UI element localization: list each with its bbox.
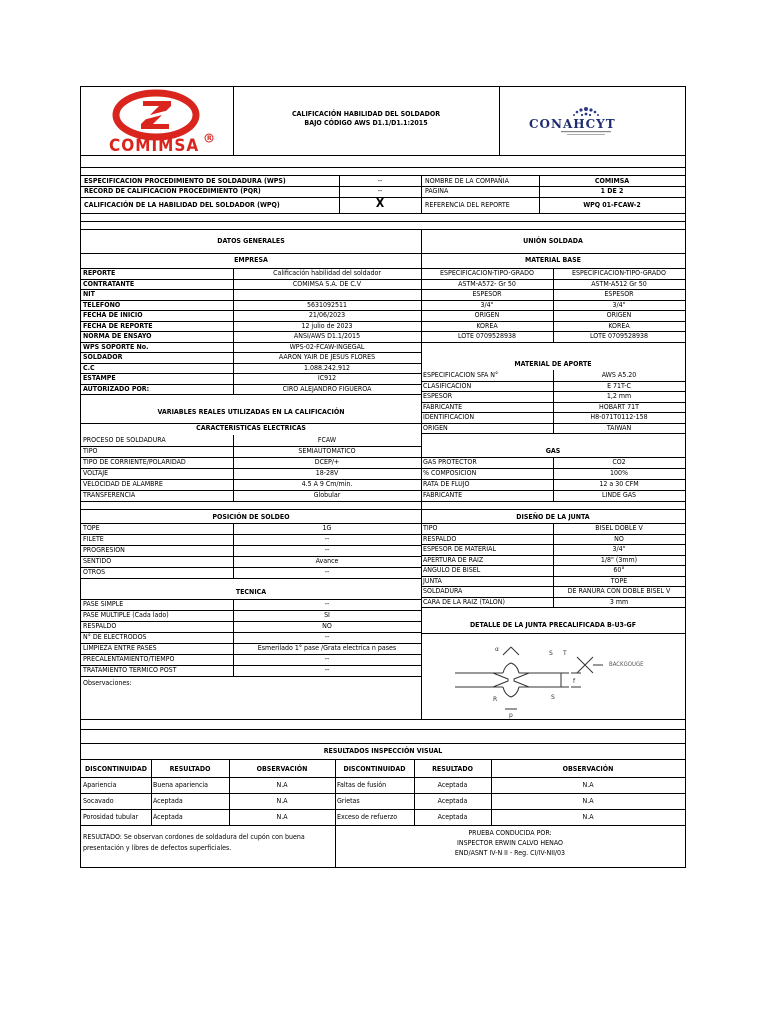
results-cell: N.A bbox=[582, 813, 594, 821]
material-base-cell: ORIGEN bbox=[606, 311, 632, 319]
material-base-cell: KOREA bbox=[608, 321, 630, 330]
diseno-row-value: 3 mm bbox=[609, 597, 629, 606]
tecnica-row-label: RESPALDO bbox=[83, 622, 117, 630]
gas-row-label: RATA DE FLUJO bbox=[423, 480, 470, 488]
tecnica-row-value: -- bbox=[324, 600, 330, 608]
empresa-row-label: CONTRATANTE bbox=[83, 279, 135, 288]
material-base-cell: LOTE 0709528938 bbox=[457, 332, 517, 340]
empresa-row-value: 12 julio de 2023 bbox=[301, 321, 353, 330]
posicion-row-value: Avance bbox=[315, 557, 339, 565]
brand-name: COMIMSA bbox=[109, 136, 200, 156]
aporte-row-label: IDENTIFICACIÓN bbox=[423, 413, 475, 421]
gas-heading: GAS bbox=[545, 447, 561, 455]
welder-qualification-form bbox=[80, 86, 686, 868]
posicion-row-value: 1G bbox=[322, 524, 332, 532]
posicion-row-label: PROGRESION bbox=[83, 546, 125, 554]
results-cell: Aceptada bbox=[437, 781, 468, 789]
empresa-row-label: FECHA DE INICIO bbox=[83, 311, 143, 319]
diseno-heading: DISEÑO DE LA JUNTA bbox=[516, 513, 590, 521]
tecnica-row-value: NO bbox=[322, 622, 332, 630]
material-base-cell: ASTM-A572- Gr 50 bbox=[458, 279, 516, 288]
results-cell: Aceptada bbox=[153, 797, 183, 805]
diseno-row-label: RESPALDO bbox=[423, 534, 457, 543]
diseno-row-value: TOPE bbox=[610, 576, 628, 585]
page-value: 1 DE 2 bbox=[600, 187, 624, 195]
backgouge-label: BACKGOUGE bbox=[609, 661, 644, 668]
material-base-cell: KOREA bbox=[476, 321, 498, 330]
svg-text:S: S bbox=[549, 650, 553, 657]
svg-text:S: S bbox=[551, 694, 555, 701]
svg-text:f: f bbox=[573, 678, 576, 685]
posicion-row-value: -- bbox=[324, 535, 330, 543]
results-cell: Aceptada bbox=[153, 813, 183, 821]
results-cell: Grietas bbox=[337, 797, 360, 805]
posicion-row-label: TOPE bbox=[83, 524, 100, 532]
page-label: PAGINA bbox=[425, 187, 449, 195]
tecnica-row-value: SI bbox=[324, 611, 330, 619]
diseno-row-label: JUNTA bbox=[423, 576, 442, 585]
results-header: OBSERVACIÓN bbox=[256, 765, 308, 773]
posicion-row-label: SENTIDO bbox=[83, 557, 112, 565]
tecnica-row-label: N° DE ELECTRODOS bbox=[83, 633, 147, 641]
empresa-row-label: REPORTE bbox=[83, 269, 116, 277]
aporte-row-value: 1,2 mm bbox=[606, 392, 632, 400]
electrica-row-label: VELOCIDAD DE ALAMBRE bbox=[83, 480, 163, 488]
aporte-row-value: AWS A5.20 bbox=[601, 371, 637, 379]
empresa-row-label: FECHA DE REPORTE bbox=[83, 321, 153, 330]
results-cell: Apariencia bbox=[83, 781, 117, 789]
diseno-row-value: 60° bbox=[613, 566, 625, 574]
empresa-row-label: SOLDADOR bbox=[83, 353, 123, 361]
empresa-row-value: 1.088.242.912 bbox=[303, 363, 351, 372]
diseno-row-label: SOLDADURA bbox=[423, 587, 463, 595]
aporte-row-label: CLASIFICACIÓN bbox=[423, 381, 472, 390]
svg-text:α: α bbox=[495, 646, 499, 653]
electrica-row-label: VOLTAJE bbox=[83, 469, 109, 477]
diseno-row-value: DE RANURA CON DOBLE BISEL V bbox=[567, 587, 671, 595]
detalle-heading: DETALLE DE LA JUNTA PRECALIFICADA B-U3-GF bbox=[469, 621, 637, 629]
gas-row-value: 12 a 30 CFM bbox=[599, 480, 639, 488]
pqr-mark: -- bbox=[377, 187, 383, 195]
empresa-row-value: 21/06/2023 bbox=[308, 311, 346, 319]
conahcyt-logo bbox=[521, 101, 651, 141]
results-header: RESULTADO bbox=[432, 765, 473, 773]
prueba-line-3: END/ASNT IV-N II - Reg. CI/IV-NII/03 bbox=[454, 849, 566, 857]
wpq-mark: X bbox=[375, 196, 385, 210]
pqr-label: RECORD DE CALIFICACION PROCEDIMIENTO (PQR) bbox=[84, 187, 261, 195]
wpq-label: CALIFICACIÓN DE LA HABILIDAD DEL SOLDADOR (WPQ) bbox=[84, 201, 280, 209]
aporte-row-value: H8-071T0112-158 bbox=[590, 413, 648, 421]
tecnica-row-value: Esmerilado 1° pase /Grata electrica n pases bbox=[257, 644, 397, 652]
results-cell: N.A bbox=[276, 813, 288, 821]
posicion-row-label: OTROS bbox=[83, 568, 106, 576]
diseno-row-label: CARA DE LA RAIZ (TALON) bbox=[423, 597, 505, 606]
results-cell: Socavado bbox=[83, 797, 114, 805]
material-base-cell: ORIGEN bbox=[474, 311, 500, 319]
tecnica-row-label: PASE SIMPLE bbox=[83, 600, 124, 608]
gas-row-value: CO2 bbox=[612, 458, 626, 466]
resultado-line-2: presentación y libres de defectos superficiales. bbox=[83, 844, 232, 852]
empresa-row-value: AARON YAIR DE JESUS FLORES bbox=[278, 353, 376, 361]
aporte-row-label: ESPESOR bbox=[423, 392, 453, 400]
posicion-row-value: -- bbox=[324, 568, 330, 576]
wps-mark: -- bbox=[377, 177, 383, 185]
electrica-row-value: DCEP/+ bbox=[314, 458, 340, 466]
resultado-line-1: RESULTADO: Se observan cordones de soldadura del cupón con buena bbox=[83, 833, 305, 841]
empresa-row-value: ANSI/AWS D1.1/2015 bbox=[293, 332, 361, 340]
electrica-row-value: 4.5 A 9 Cm/min. bbox=[301, 480, 353, 488]
empresa-heading: EMPRESA bbox=[234, 256, 268, 264]
form-title-line-2: BAJO CÓDIGO AWS D1.1/D1.1:2015 bbox=[304, 119, 428, 127]
prueba-line-1: PRUEBA CONDUCIDA POR: bbox=[468, 829, 552, 837]
results-cell: N.A bbox=[276, 797, 288, 805]
results-cell: Exceso de refuerzo bbox=[337, 813, 398, 821]
diseno-row-value: BISEL DOBLE V bbox=[595, 524, 643, 532]
report-ref-label: REFERENCIA DEL REPORTE bbox=[425, 201, 510, 209]
joint-detail-diagram bbox=[453, 643, 683, 719]
tecnica-row-label: LIMPIEZA ENTRE PASES bbox=[83, 644, 157, 652]
datos-generales-heading: DATOS GENERALES bbox=[217, 237, 285, 245]
empresa-row-label: AUTORIZADO POR: bbox=[83, 384, 150, 393]
tecnica-row-value: -- bbox=[324, 655, 330, 663]
gas-row-label: FABRICANTE bbox=[423, 491, 463, 499]
empresa-row-value: COMIMSA S.A. DE C.V bbox=[292, 279, 362, 288]
observaciones-label: Observaciones: bbox=[83, 679, 132, 687]
material-base-cell: ESPESOR bbox=[604, 290, 634, 298]
diseno-row-label: TIPO bbox=[423, 524, 438, 532]
results-header: DISCONTINUIDAD bbox=[343, 765, 406, 773]
material-base-cell: ESPECIFICACION-TIPO-GRADO bbox=[572, 269, 666, 277]
material-aporte-heading: MATERIAL DE APORTE bbox=[514, 360, 592, 368]
posicion-row-label: FILETE bbox=[83, 535, 104, 543]
empresa-row-value: Calificación habilidad del soldador bbox=[273, 269, 381, 277]
results-header: DISCONTINUIDAD bbox=[84, 765, 148, 773]
resultados-heading: RESULTADOS INSPECCIÓN VISUAL bbox=[323, 747, 443, 755]
svg-text:R: R bbox=[493, 696, 498, 703]
electrica-row-label: TIPO bbox=[83, 447, 98, 455]
empresa-row-value: WPS-02-FCAW-INGEGAL bbox=[289, 342, 365, 351]
empresa-row-label: ESTAMPE bbox=[83, 374, 116, 382]
results-header: RESULTADO bbox=[169, 765, 211, 773]
union-soldada-heading: UNIÓN SOLDADA bbox=[523, 237, 583, 245]
svg-text:T: T bbox=[563, 650, 567, 657]
gas-row-label: GAS PROTECTOR bbox=[423, 458, 477, 466]
empresa-row-label: NIT bbox=[83, 290, 95, 298]
empresa-row-value: IC912 bbox=[317, 374, 337, 382]
report-ref-value: WPQ 01-FCAW-2 bbox=[583, 201, 641, 209]
aporte-row-label: ORIGEN bbox=[423, 423, 448, 432]
caracteristicas-heading: CARACTERISTICAS ELECTRICAS bbox=[196, 424, 306, 432]
tecnica-row-label: PASE MULTIPLE (Cada lado) bbox=[83, 611, 169, 619]
results-cell: Porosidad tubular bbox=[83, 813, 139, 821]
results-cell: Aceptada bbox=[437, 797, 468, 805]
empresa-row-label: WPS SOPORTE No. bbox=[83, 342, 149, 351]
results-cell: N.A bbox=[276, 781, 288, 789]
prueba-line-2: INSPECTOR ERWIN CALVO HENAO bbox=[457, 839, 563, 847]
posicion-row-value: -- bbox=[324, 546, 330, 554]
empresa-row-label: TELEFONO bbox=[83, 300, 121, 309]
material-base-cell: 3/4" bbox=[480, 300, 494, 309]
posicion-heading: POSICIÓN DE SOLDEO bbox=[212, 513, 290, 521]
results-cell: Aceptada bbox=[437, 813, 468, 821]
material-base-cell: ESPESOR bbox=[472, 290, 502, 298]
electrica-row-label: TIPO DE CORRIENTE/POLARIDAD bbox=[83, 458, 186, 466]
empresa-row-value: 5631092511 bbox=[306, 300, 348, 309]
tecnica-row-value: -- bbox=[324, 666, 330, 674]
results-cell: Faltas de fusión bbox=[337, 781, 387, 789]
material-base-cell: ASTM-A512 Gr 50 bbox=[591, 279, 647, 288]
aporte-row-value: E 71T-C bbox=[607, 381, 631, 390]
results-cell: Buena apariencia bbox=[153, 781, 209, 789]
material-base-cell: 3/4" bbox=[612, 300, 626, 309]
results-header: OBSERVACIÓN bbox=[562, 765, 614, 773]
svg-text:p: p bbox=[509, 712, 513, 719]
electrica-row-label: PROCESO DE SOLDADURA bbox=[83, 436, 166, 444]
electrica-row-value: Globular bbox=[313, 491, 341, 499]
diseno-row-label: ANGULO DE BISEL bbox=[423, 566, 481, 574]
diseno-row-label: ESPESOR DE MATERIAL bbox=[423, 545, 496, 553]
diseno-row-value: 1/8" (3mm) bbox=[600, 555, 638, 564]
material-base-cell: LOTE 0709528938 bbox=[589, 332, 649, 340]
diseno-row-value: NO bbox=[614, 534, 624, 543]
company-name-label: NOMBRE DE LA COMPAÑIA bbox=[425, 177, 509, 185]
electrica-row-value: 18-28V bbox=[315, 469, 339, 477]
empresa-row-label: C.C bbox=[83, 363, 95, 372]
aporte-row-label: FABRICANTE bbox=[423, 402, 463, 411]
aporte-row-label: ESPECIFICACION SFA N° bbox=[423, 371, 499, 379]
svg-text:R: R bbox=[207, 135, 212, 142]
gas-row-label: % COMPOSICION bbox=[423, 469, 477, 477]
electrica-row-label: TRANSFERENCIA bbox=[83, 491, 136, 499]
aporte-row-value: HOBART 71T bbox=[599, 402, 639, 411]
empresa-row-label: NORMA DE ENSAYO bbox=[83, 332, 152, 340]
material-base-heading: MATERIAL BASE bbox=[525, 256, 581, 264]
diseno-row-value: 3/4" bbox=[612, 545, 626, 553]
wps-label: ESPECIFICACION PROCEDIMIENTO DE SOLDADURA (WPS) bbox=[84, 177, 286, 185]
aporte-row-value: TAIWAN bbox=[606, 423, 632, 432]
tecnica-row-label: PRECALENTAMIENTO/TIEMPO bbox=[83, 655, 175, 663]
gas-row-value: LINDE GAS bbox=[601, 491, 637, 499]
comimsa-logo bbox=[81, 87, 233, 155]
tecnica-row-label: TRATAMIENTO TERMICO POST bbox=[83, 666, 177, 674]
company-name-value: COMIMSA bbox=[594, 177, 630, 185]
empresa-row-value: CIRO ALEJANDRO FIGUEROA bbox=[282, 384, 372, 393]
tecnica-row-value: -- bbox=[324, 633, 330, 641]
partner-brand-name: CONAHCYT bbox=[529, 117, 616, 131]
results-cell: N.A bbox=[582, 797, 594, 805]
tecnica-heading: TECNICA bbox=[235, 588, 267, 596]
variables-heading: VARIABLES REALES UTILIZADAS EN LA CALIFICACIÓN bbox=[157, 408, 345, 416]
electrica-row-value: FCAW bbox=[317, 436, 337, 444]
material-base-cell: ESPECIFICACION-TIPO-GRADO bbox=[440, 269, 534, 277]
form-title-line-1: CALIFICACIÓN HABILIDAD DEL SOLDADOR bbox=[291, 110, 441, 118]
results-cell: N.A bbox=[582, 781, 594, 789]
electrica-row-value: SEMIAUTOMATICO bbox=[298, 447, 356, 455]
diseno-row-label: APERTURA DE RAIZ bbox=[423, 555, 484, 564]
gas-row-value: 100% bbox=[609, 469, 628, 477]
